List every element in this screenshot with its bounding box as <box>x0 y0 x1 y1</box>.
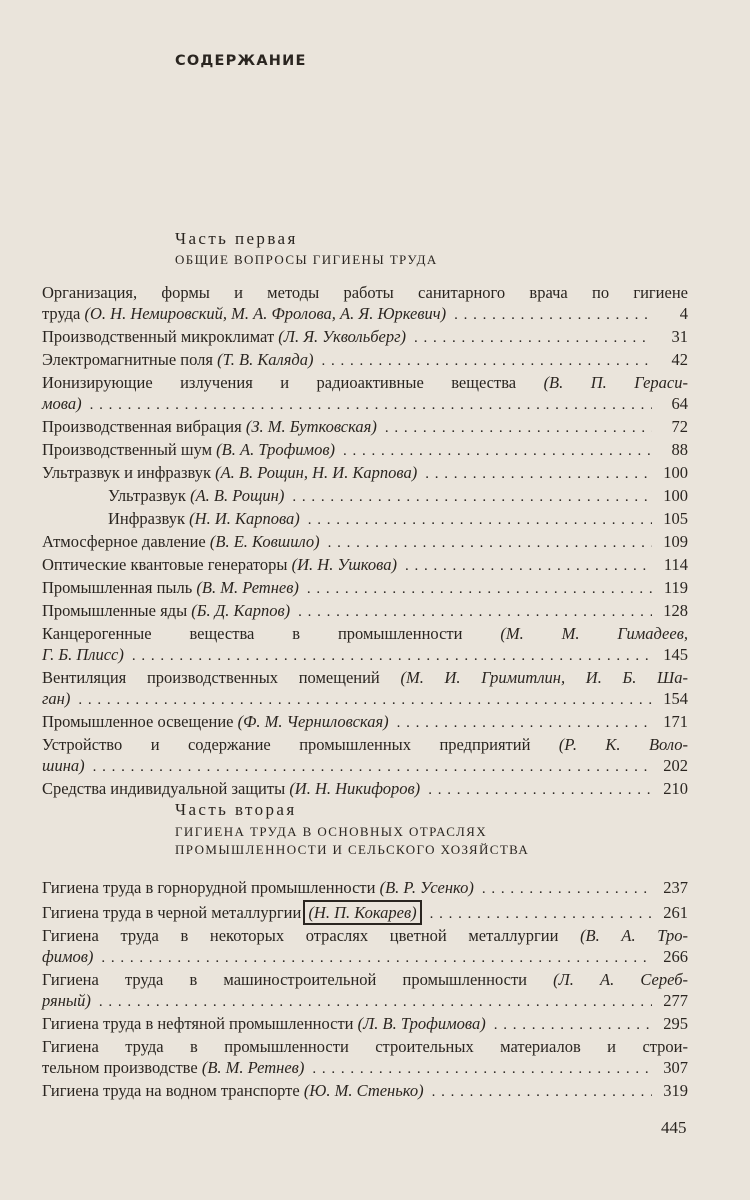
leader-dots <box>482 879 652 900</box>
leader-dots <box>292 487 652 508</box>
page-number: 42 <box>671 350 688 369</box>
toc-entry[interactable]: Оптические квантовые генераторы (И. Н. Ушкова) . . . 114 <box>42 554 688 577</box>
page-number: 100 <box>663 463 688 482</box>
page-number: 109 <box>663 532 688 551</box>
boxed-author: (Н. П. Кокарев) <box>303 900 421 925</box>
toc-entry[interactable]: Вентиляция производственных помещений (М. И. Гримитлин, И. Б. Ша- ган) . . . 154 <box>42 667 688 711</box>
page-number: 105 <box>663 509 688 528</box>
toc-entry[interactable]: Гигиена труда в черной металлургии (Н. П. Кокарев) . . . 261 <box>42 900 688 925</box>
leader-dots <box>90 395 652 416</box>
page-number: 307 <box>663 1058 688 1077</box>
leader-dots <box>312 1059 652 1080</box>
part2-label: Часть вторая <box>175 800 297 819</box>
toc-entry[interactable]: Производственный микроклимат (Л. Я. Уквольберг) . . . 31 <box>42 326 688 349</box>
page-number: 100 <box>663 486 688 505</box>
leader-dots <box>328 533 652 554</box>
page-number: 114 <box>663 555 688 574</box>
leader-dots <box>307 579 652 600</box>
page-number: 4 <box>679 304 688 323</box>
leader-dots <box>428 780 652 801</box>
page-number: 72 <box>671 417 688 436</box>
toc-entry[interactable]: Гигиена труда в некоторых отраслях цветной металлургии (В. А. Тро- фимов) . . . 266 <box>42 925 688 969</box>
part1-label: Часть первая <box>175 229 298 248</box>
leader-dots <box>494 1015 652 1036</box>
toc-entry[interactable]: Производственный шум (В. А. Трофимов) . . . 88 <box>42 439 688 462</box>
page-number: 64 <box>671 394 688 413</box>
toc-entry[interactable]: Промышленные яды (Б. Д. Карпов) . . . 128 <box>42 600 688 623</box>
leader-dots <box>414 328 652 349</box>
toc-entry[interactable]: Электромагнитные поля (Т. В. Каляда) . . . 42 <box>42 349 688 372</box>
part1-heading: ОБЩИЕ ВОПРОСЫ ГИГИЕНЫ ТРУДА <box>175 252 438 267</box>
toc-entry[interactable]: Гигиена труда в промышленности строительных материалов и строи- тельном производстве (В. М. Ретнев) . . . 307 <box>42 1036 688 1080</box>
toc-entry[interactable]: Канцерогенные вещества в промышленности (М. М. Гимадеев, Г. Б. Плисс) . . . 145 <box>42 623 688 667</box>
toc-entry[interactable]: Организация, формы и методы работы санитарного врача по гигиене труда (О. Н. Немировский, М. А. Фролова, А. Я. Юркевич) . . . 4 <box>42 282 688 326</box>
page-number: 237 <box>663 878 688 897</box>
page-number: 171 <box>663 712 688 731</box>
page-number: 277 <box>663 991 688 1010</box>
page-number: 261 <box>663 903 688 922</box>
leader-dots <box>405 556 652 577</box>
toc-entry[interactable]: Атмосферное давление (В. Е. Ковшило) . . . 109 <box>42 531 688 554</box>
leader-dots <box>132 646 652 667</box>
page-number: 88 <box>671 440 688 459</box>
leader-dots <box>101 948 652 969</box>
page-number: 31 <box>671 327 688 346</box>
leader-dots <box>385 418 652 439</box>
leader-dots <box>343 441 652 462</box>
toc-entry[interactable]: Ультразвук и инфразвук (А. В. Рощин, Н. И. Карпова) . . . 100 <box>42 462 688 485</box>
toc-subentry[interactable]: Инфразвук (Н. И. Карпова) . . . 105 <box>42 508 688 531</box>
page-number: 295 <box>663 1014 688 1033</box>
toc-subentry[interactable]: Ультразвук (А. В. Рощин) . . . 100 <box>42 485 688 508</box>
page-number: 154 <box>663 689 688 708</box>
leader-dots <box>432 1082 652 1103</box>
page-number: 119 <box>663 578 688 597</box>
page-number: 128 <box>663 601 688 620</box>
leader-dots <box>78 690 652 711</box>
leader-dots <box>99 992 652 1013</box>
toc-entry[interactable]: Промышленная пыль (В. М. Ретнев) . . . 119 <box>42 577 688 600</box>
page-number: 210 <box>663 779 688 798</box>
leader-dots <box>430 904 652 925</box>
leader-dots <box>93 757 652 778</box>
toc-entry[interactable]: Гигиена труда в горнорудной промышленности (В. Р. Усенко) . . . 237 <box>42 877 688 900</box>
toc-entry[interactable]: Средства индивидуальной защиты (И. Н. Никифоров) . . . 210 <box>42 778 688 801</box>
toc-entry[interactable]: Устройство и содержание промышленных предприятий (Р. К. Воло- шина) . . . 202 <box>42 734 688 778</box>
leader-dots <box>298 602 652 623</box>
toc-entry[interactable]: Промышленное освещение (Ф. М. Черниловская) . . . 171 <box>42 711 688 734</box>
leader-dots <box>454 305 652 326</box>
page-number: 266 <box>663 947 688 966</box>
leader-dots <box>397 713 652 734</box>
page-title: СОДЕРЖАНИЕ <box>175 53 307 69</box>
leader-dots <box>321 351 652 372</box>
toc-entry[interactable]: Ионизирующие излучения и радиоактивные вещества (В. П. Гераси- мова) . . . 64 <box>42 372 688 416</box>
leader-dots <box>308 510 652 531</box>
toc-entry[interactable]: Производственная вибрация (З. М. Бутковская) . . . 72 <box>42 416 688 439</box>
leader-dots <box>425 464 652 485</box>
toc-entry[interactable]: Гигиена труда в нефтяной промышленности (Л. В. Трофимова) . . . 295 <box>42 1013 688 1036</box>
page-number: 319 <box>663 1081 688 1100</box>
part2-heading: ГИГИЕНА ТРУДА В ОСНОВНЫХ ОТРАСЛЯХ ПРОМЫШЛЕННОСТИ И СЕЛЬСКОГО ХОЗЯЙСТВА <box>175 824 530 857</box>
part1-toc <box>42 282 688 801</box>
page-folio: 445 <box>661 1118 687 1137</box>
page-number: 145 <box>663 645 688 664</box>
toc-entry[interactable]: Гигиена труда в машиностроительной промышленности (Л. А. Сереб- ряный) . . . 277 <box>42 969 688 1013</box>
page-number: 202 <box>663 756 688 775</box>
part2-toc <box>42 877 688 1103</box>
toc-entry[interactable]: Гигиена труда на водном транспорте (Ю. М. Стенько) . . . 319 <box>42 1080 688 1103</box>
